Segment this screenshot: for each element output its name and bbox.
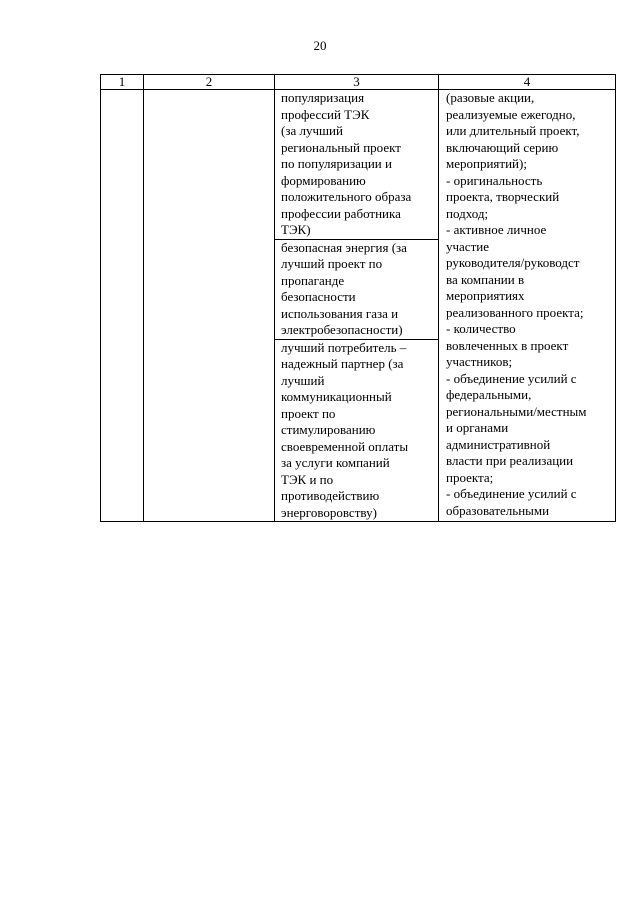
criteria-table	[100, 74, 616, 522]
criteria-cell	[439, 90, 616, 522]
nomination-best-consumer	[275, 339, 439, 522]
header-col-2: 2	[144, 75, 275, 90]
page-number: 20	[313, 38, 327, 53]
nomination-safe-energy-text: безопасная энергия (за лучший проект по пропаганде безопасности использования газа и электробезопасности)	[281, 239, 407, 337]
table-header-row	[101, 75, 616, 90]
cell-col-2	[144, 90, 275, 522]
header-col-1: 1	[101, 75, 144, 90]
nomination-popularization-text: популяризация профессий ТЭК (за лучший региональный проект по популяризации и формированию положительного образа профессии работника ТЭК)	[281, 90, 412, 237]
nomination-best-consumer-text: лучший потребитель – надежный партнер (за лучший коммуникационный проект по стимулированию своевременной оплаты за услуги компаний ТЭК и по противодействию энерговоровству)	[281, 339, 409, 520]
header-col-4: 4	[439, 75, 616, 90]
cell-col-1	[101, 90, 144, 522]
nomination-popularization	[275, 90, 439, 240]
nomination-safe-energy	[275, 239, 439, 339]
header-col-3: 3	[275, 75, 439, 90]
criteria-text: (разовые акции, реализуемые ежегодно, или длительный проект, включающий серию мероприятий); - оригинальность проекта, творческий подход; - активное личное участие руководителя/руководст ва компании в мероприятиях реализованного проекта; - количество вовлеченных в проект участников; - объединение усилий с федеральными, региональными/местным и органами административной власти при реализации проекта; - объединение усилий с образовательными	[446, 90, 587, 518]
table-row	[101, 90, 616, 240]
